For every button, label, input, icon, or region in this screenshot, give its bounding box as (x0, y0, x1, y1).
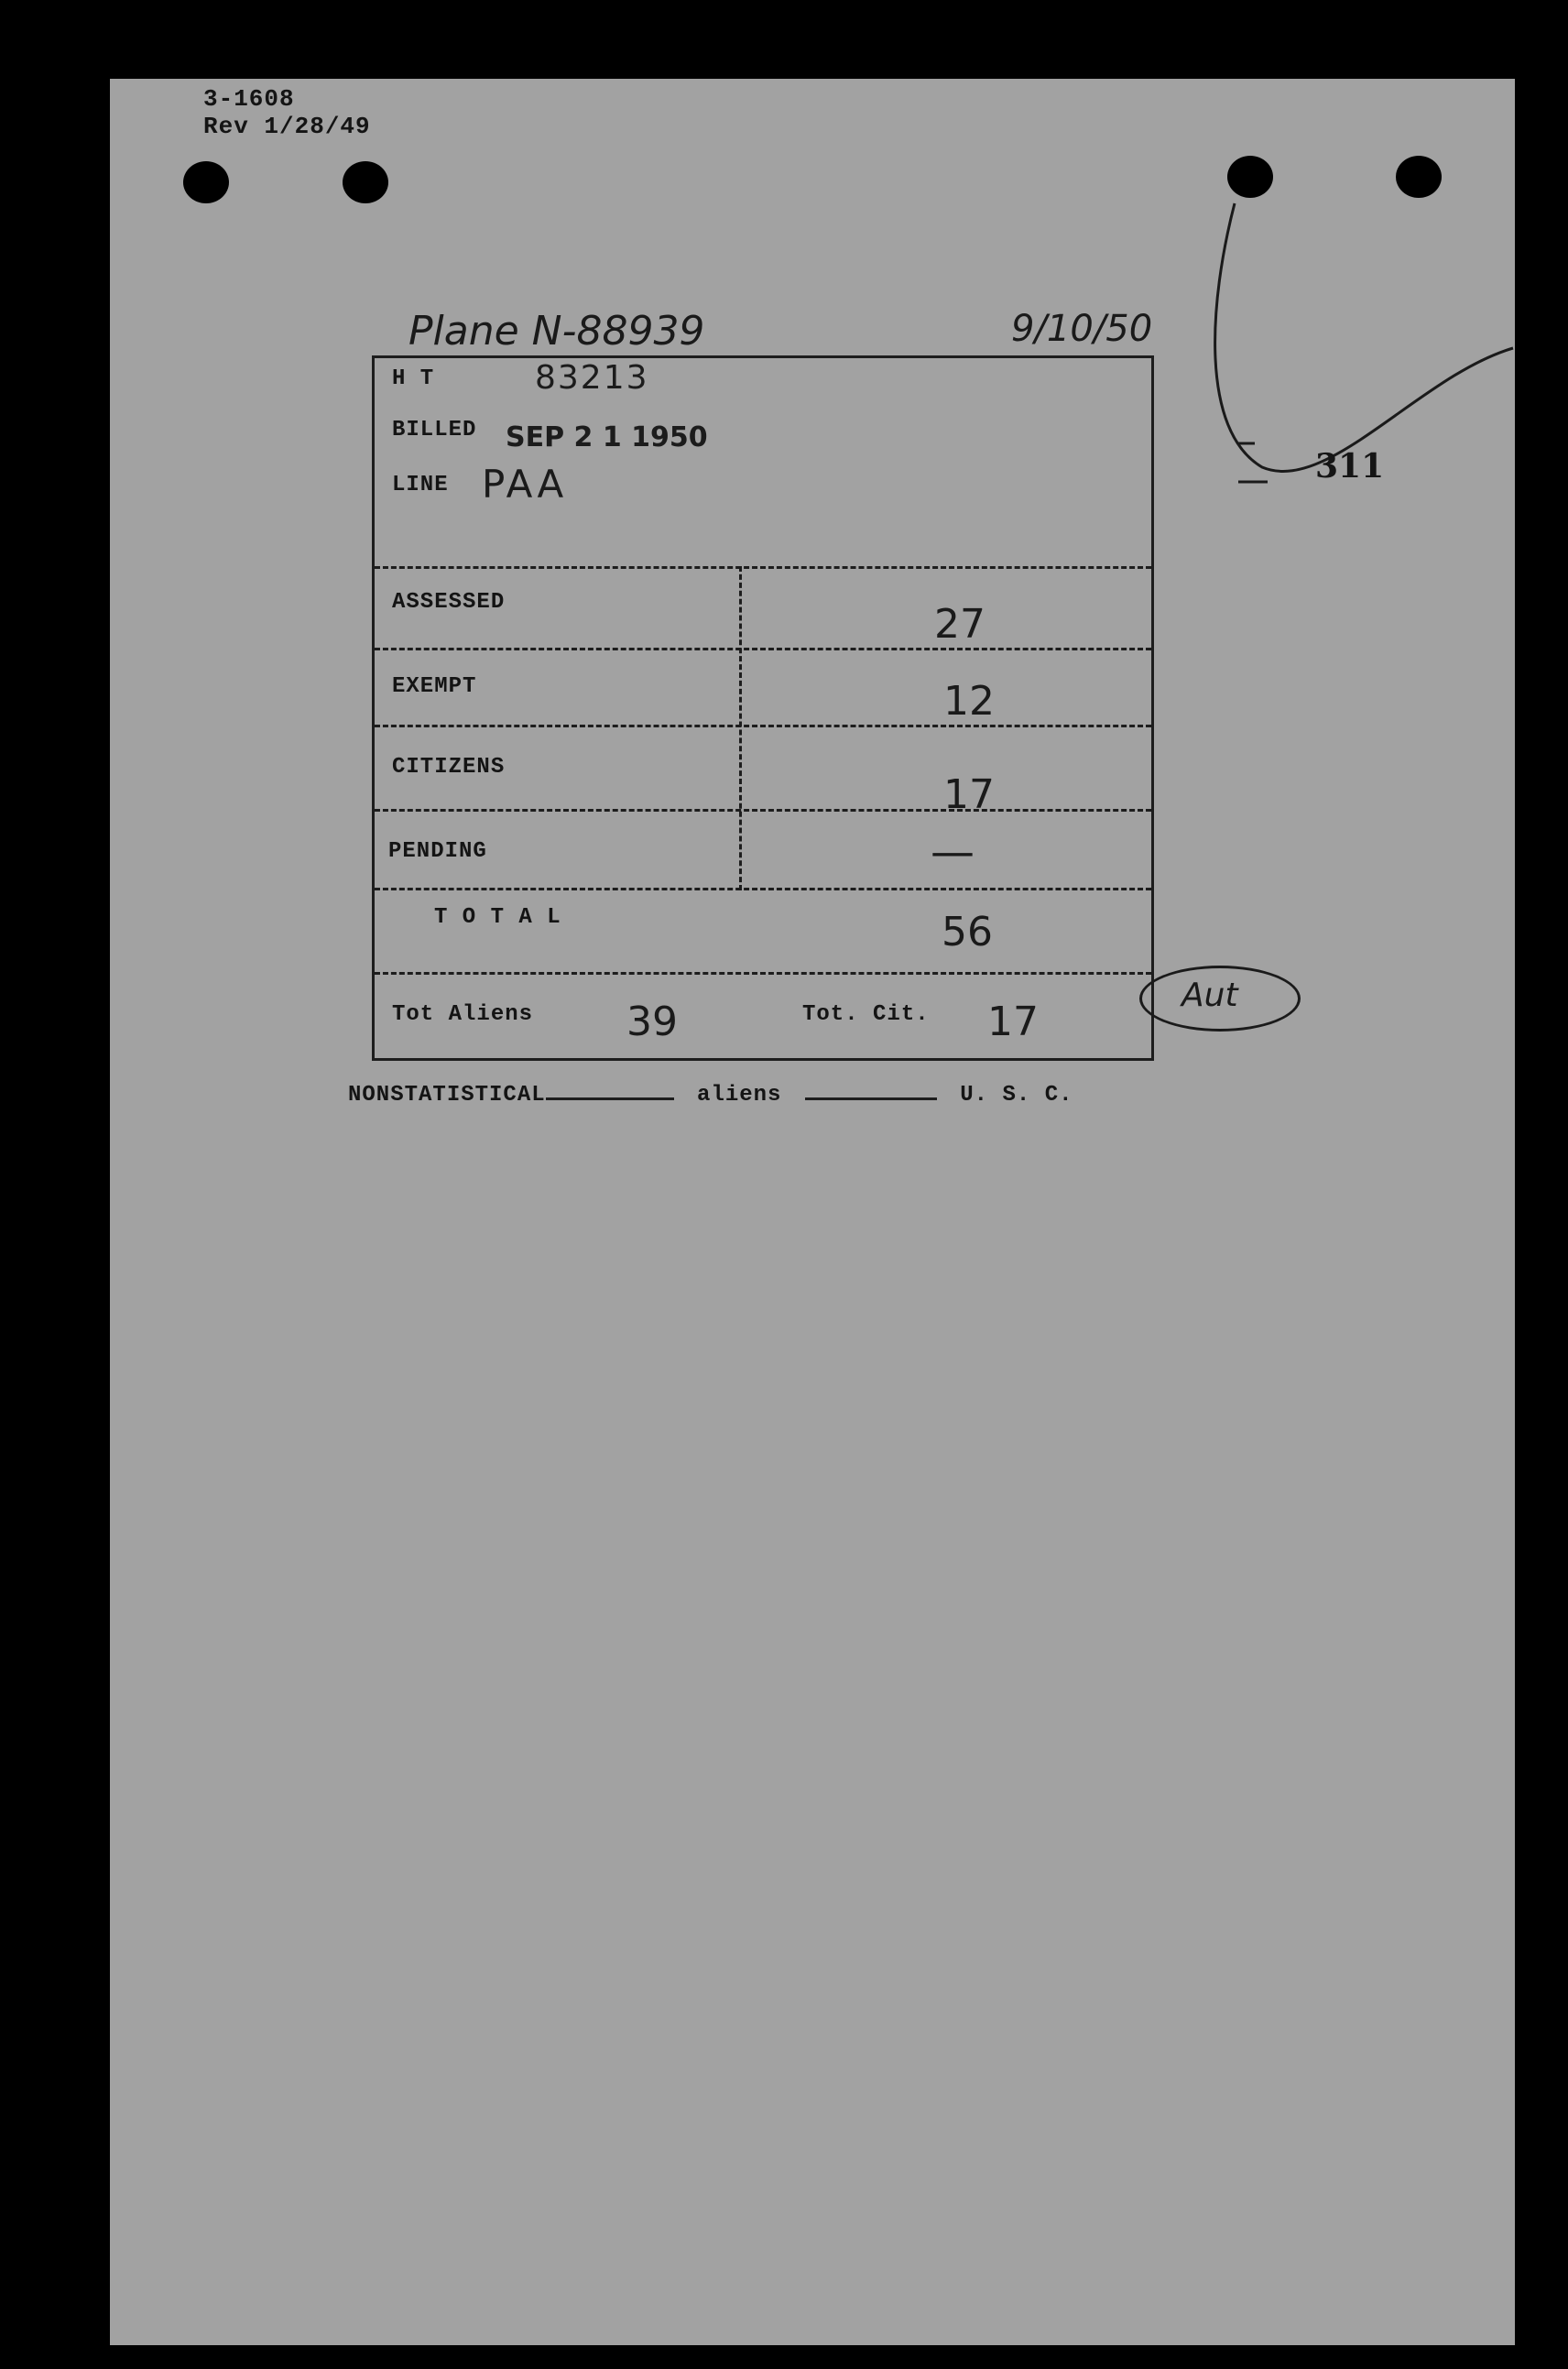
ht-value: 83213 (535, 359, 649, 397)
tot-aliens-label: Tot Aliens (392, 1002, 534, 1027)
nonstatistical-label: NONSTATISTICAL (348, 1083, 546, 1108)
ht-label: H T (392, 366, 435, 391)
divider-assessed (375, 648, 1151, 650)
tot-aliens-value: 39 (626, 999, 678, 1045)
column-divider (739, 566, 742, 890)
divider-exempt (375, 725, 1151, 727)
form-revision: Rev 1/28/49 (203, 113, 371, 140)
divider-header (375, 566, 1151, 569)
aliens-blank (805, 1097, 937, 1100)
pending-value: — (931, 826, 975, 878)
divider-total (375, 972, 1151, 975)
total-label: T O T A L (434, 905, 561, 930)
total-value: 56 (942, 909, 993, 955)
usc-label: U. S. C. (960, 1083, 1073, 1108)
aliens-label: aliens (697, 1083, 782, 1108)
billed-label: BILLED (392, 418, 477, 442)
assessed-value: 27 (934, 601, 985, 648)
date-handwritten: 9/10/50 (1011, 308, 1153, 350)
line-label: LINE (392, 473, 449, 497)
citizens-value: 17 (943, 771, 995, 818)
exempt-value: 12 (943, 678, 995, 725)
exempt-label: EXEMPT (392, 674, 477, 699)
billed-date-stamp: SEP 2 1 1950 (506, 421, 708, 453)
plane-number-handwritten: Plane N-88939 (408, 308, 705, 355)
assessed-label: ASSESSED (392, 590, 506, 615)
divider-pending (375, 888, 1151, 890)
tot-cit-value: 17 (987, 999, 1039, 1045)
punch-hole-left-2 (343, 161, 388, 203)
page-number: 311 (1315, 447, 1385, 486)
tot-cit-label: Tot. Cit. (802, 1002, 930, 1027)
punch-hole-left-1 (183, 161, 229, 203)
line-value-handwritten: PAA (482, 462, 568, 507)
initials-handwritten: Aut (1181, 977, 1238, 1014)
nonstatistical-blank (546, 1097, 674, 1100)
citizens-label: CITIZENS (392, 755, 506, 780)
form-number: 3-1608 (203, 85, 295, 113)
nonstatistical-line (348, 1083, 1073, 1108)
divider-citizens (375, 809, 1151, 812)
pending-label: PENDING (388, 839, 487, 864)
